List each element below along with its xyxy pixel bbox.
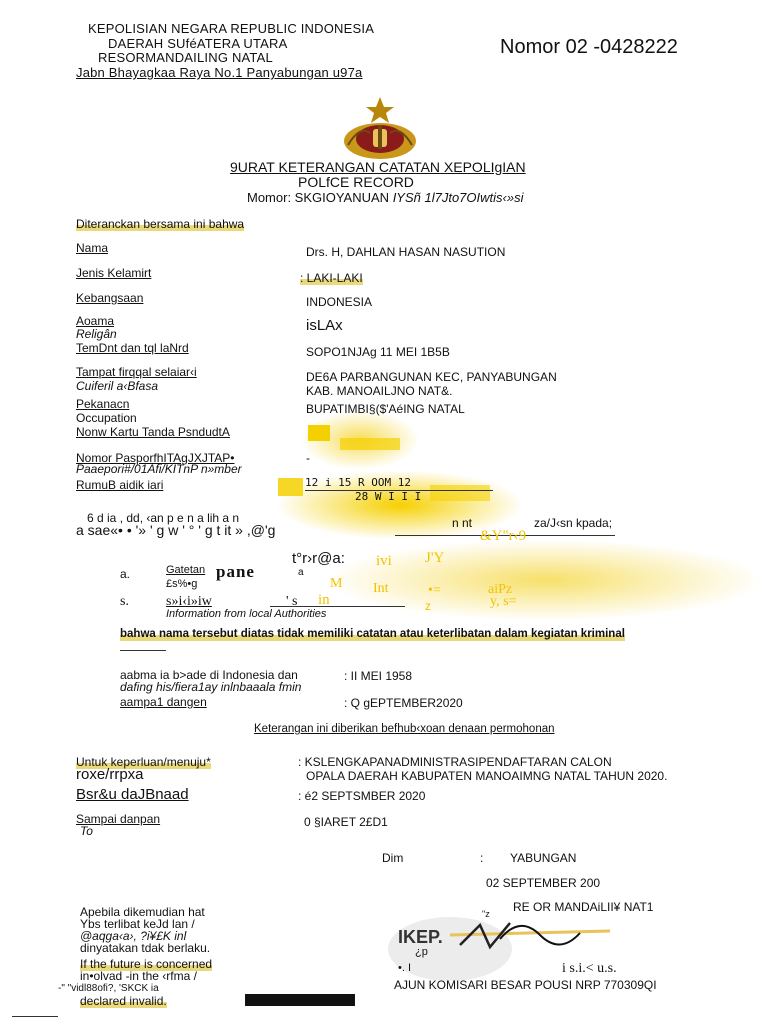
signature-text: i s.i.< u.s. [562, 961, 617, 976]
dikeluarkan-colon: : [480, 851, 484, 865]
intro-text: Diteranckan bersama ini bahwa [76, 217, 245, 231]
garble-row-4-a: a. [120, 567, 131, 581]
watermark-block [308, 425, 330, 441]
title-line-1: 9URAT KETERANGAN CATATAN XEPOLIgIAN [230, 159, 526, 175]
garble-row-1c: za/J‹sn kpada; [534, 516, 613, 530]
garble-row-4-d: a [298, 567, 304, 578]
pekerjaan-value: BUPATIMBI§($'AéING NATAL [306, 402, 465, 416]
header-line-3: RESORMANDAILING NATAL [98, 50, 273, 65]
garble-row-4-b: Gatetan [166, 564, 206, 576]
purpose-value-1: : KSLENGKAPANADMINISTRASIPENDAFTARAN CALON [298, 755, 612, 769]
title-line-3 [247, 191, 523, 205]
stamp-text-4: •. I [398, 962, 412, 974]
alamat-value-2: KAB. MANOAILJNO NAT&. [306, 384, 453, 398]
stamp-text-3: ¿p [415, 946, 428, 958]
sampai-label: Sampai danpan [76, 812, 161, 826]
statement-underline [120, 650, 166, 651]
agama-value: isLAx [306, 317, 343, 334]
ttl-value: SOPO1NJAg 11 MEI 1B5B [306, 345, 450, 359]
purpose-value-2: OPALA DAERAH KABUPATEN MANOAIMNG NATAL TAHUN 2020. [306, 769, 668, 783]
note-line-4: dinyatakan tdak berlaku. [80, 941, 211, 955]
jenis-kelamin-label: Jenis Kelamirt [76, 266, 152, 280]
garble-row-5-line [270, 606, 405, 607]
information-source: Information from local Authorities [166, 608, 327, 620]
signatory-rank: AJUN KOMISARI BESAR POUSI NRP 770309QI [394, 978, 657, 992]
garble-row-4-y4: aiPz [488, 582, 513, 597]
dikeluarkan-value: YABUNGAN [510, 851, 577, 865]
title-line-3-b: IYSñ 1l7Jto7OIwtis‹»si [392, 190, 524, 205]
rumus-row-1: 12 i 15 R OOM 12 [305, 476, 411, 489]
purpose-label: Untuk keperluan/menuju* [76, 755, 211, 769]
alamat-label: Tampat firqqal selaiar‹i [76, 365, 197, 379]
title-line-3-a: Momor: SKGIOYANUAN [247, 190, 393, 205]
alamat-value-1: DE6A PARBANGUNAN KEC, PANYABUNGAN [306, 370, 557, 384]
sign-role: RE OR MANDAiLII¥ NAT1 [513, 900, 654, 914]
rumus-row-2: 28 W I I I [355, 490, 422, 503]
validity-line-1: aabma ia b>ade di Indonesia dan [120, 668, 298, 682]
paspor-label: Nomor PasporfhITAgJXJTAP• [76, 451, 235, 465]
ktp-label: Nonw Kartu Tanda PsndudtA [76, 425, 230, 439]
ttl-label: TemDnt dan tql laNrd [76, 341, 189, 355]
garble-row-4-y1: M [330, 576, 343, 591]
note-line-7: -" "vidl88ofi?, 'SKCK ia [58, 983, 159, 994]
note-line-5: If the future is concerned [80, 957, 213, 971]
stamp-text-2: "z [482, 909, 490, 919]
garble-row-5-d: in [318, 592, 330, 608]
garble-row-3-y1: ivi [376, 553, 392, 569]
purpose-label-en: roxe/rrpxa [76, 766, 144, 783]
sign-date: 02 SEPTEMBER 200 [486, 876, 601, 890]
kebangsaan-value: INDONESIA [306, 295, 373, 309]
garble-row-5-c: ' s [286, 594, 298, 609]
garble-row-4-y2: Int [373, 581, 389, 596]
nama-value: Drs. H, DAHLAN HASAN NASUTION [306, 245, 506, 259]
garble-row-3: t°r›r@a: [292, 550, 345, 567]
note-line-6: in•olvad -in the ‹rfma / [80, 969, 197, 983]
garble-row-4-e: £s%•g [166, 578, 198, 590]
title-line-2: POLfCE RECORD [298, 174, 414, 190]
paspor-label-en: Paaepori#/01Afi/KITnP n»mber [76, 462, 242, 476]
agama-label-en: Religân [76, 327, 117, 341]
berlaku-value: : é2 SEPTSMBER 2020 [298, 789, 426, 803]
note-line-3: @aqga‹a›, ?i¥£K inl [80, 929, 187, 943]
statement-text: bahwa nama tersebut diatas tidak memiliki catatan atau keterlibatan dalam kegiatan kriminal [120, 628, 625, 640]
header-line-2: DAERAH SUféATERA UTARA [108, 36, 288, 51]
validity-line-3: aampa1 dangen [120, 695, 207, 709]
garble-row-4-y3: •= [428, 583, 441, 598]
sampai-label-en: To [80, 824, 93, 838]
watermark-block [430, 485, 490, 501]
stamp-text-1: IKEP. [398, 927, 443, 947]
sampai-value: 0 §IARET 2£D1 [304, 815, 388, 829]
note-line-8: declared invalid. [80, 994, 167, 1008]
garble-row-5-y2: y, s= [490, 594, 517, 609]
garble-row-4-c: pane [216, 562, 255, 581]
garble-row-2-yellow: &Y"r‹9 [480, 528, 527, 544]
header-line-1: KEPOLISIAN NEGARA REPUBLIC INDONESIA [88, 21, 375, 36]
note-line-2: Ybs terlibat keJd lan / [80, 917, 195, 931]
garble-row-5-y1: z [425, 599, 431, 613]
redaction-bar [245, 994, 355, 1006]
alamat-label-en: Cuiferil a‹Bfasa [76, 379, 159, 393]
berlaku-label: Bsr&u daJBnaad [76, 786, 189, 803]
pekerjaan-label: Pekanacn [76, 397, 130, 411]
police-emblem-icon [340, 95, 420, 161]
footer-line [12, 1016, 58, 1017]
paspor-value: - [306, 451, 310, 465]
agama-label: Aoama [76, 314, 115, 328]
garble-row-5-b: s»i‹i»iw [166, 594, 212, 609]
header-address: Jabn Bhayagkaa Raya No.1 Panyabungan u97a [76, 65, 363, 80]
pekerjaan-label-en: Occupation [76, 411, 137, 425]
watermark-blob [330, 540, 760, 620]
nama-label: Nama [76, 241, 109, 255]
kebangsaan-label: Kebangsaan [76, 291, 144, 305]
dikeluarkan-label: Dim [382, 851, 404, 865]
validity-value-1: : II MEI 1958 [344, 669, 413, 683]
rumus-label: RumuB aidik iari [76, 478, 164, 492]
jenis-kelamin-value: : LAKI-LAKI [300, 271, 363, 285]
validity-value-3: : Q gEPTEMBER2020 [344, 696, 463, 710]
watermark-block [340, 438, 400, 450]
garble-row-1: 6 d ia , dd, ‹an p e n a lih a n [87, 511, 240, 525]
validity-line-2: dafing his/fiera1ay inlnbaaala fmin [120, 680, 302, 694]
garble-row-2: a sae«• • '» ' g w ' ° ' g t it » ,@'g [76, 522, 276, 538]
keterangan-text: Keterangan ini diberikan befhub‹xoan denaan permohonan [254, 723, 555, 735]
garble-row-1b: n nt [452, 516, 473, 530]
document-number: Nomor 02 -0428222 [500, 36, 678, 58]
note-line-1: Apebila dikemudian hat [80, 905, 205, 919]
garble-row-3-y2: J'Y [425, 550, 445, 566]
watermark-block [278, 478, 303, 496]
garble-row-5-a: s. [120, 594, 129, 609]
